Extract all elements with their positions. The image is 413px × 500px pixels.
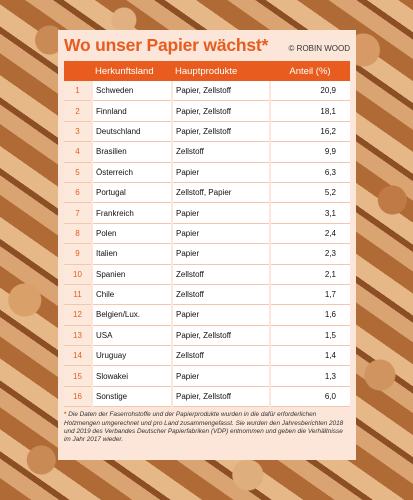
row-share: 6,3 [270, 162, 350, 182]
row-rank: 7 [64, 203, 92, 223]
row-country: USA [92, 325, 172, 345]
table-row [64, 264, 350, 284]
header-rank [64, 61, 92, 81]
row-rank: 12 [64, 305, 92, 325]
row-rank: 8 [64, 223, 92, 243]
row-rank: 10 [64, 264, 92, 284]
row-products: Papier, Zellstoff [172, 101, 270, 121]
header-products: Hauptprodukte [172, 61, 270, 81]
table-row [64, 223, 350, 243]
row-products: Papier [172, 305, 270, 325]
row-rank: 3 [64, 121, 92, 141]
table-row [64, 182, 350, 202]
table-row [64, 305, 350, 325]
row-share: 20,9 [270, 81, 350, 101]
row-country: Finnland [92, 101, 172, 121]
row-country: Slowakei [92, 366, 172, 386]
page-title: Wo unser Papier wächst* [64, 35, 269, 55]
row-share: 6,0 [270, 386, 350, 406]
row-rank: 16 [64, 386, 92, 406]
row-rank: 4 [64, 142, 92, 162]
row-country: Österreich [92, 162, 172, 182]
row-products: Papier, Zellstoff [172, 386, 270, 406]
table-row [64, 203, 350, 223]
row-country: Italien [92, 244, 172, 264]
row-country: Schweden [92, 81, 172, 101]
table-row [64, 346, 350, 366]
row-rank: 2 [64, 101, 92, 121]
row-products: Papier [172, 366, 270, 386]
row-country: Belgien/Lux. [92, 305, 172, 325]
row-share: 2,1 [270, 264, 350, 284]
table-row [64, 81, 350, 101]
row-rank: 1 [64, 81, 92, 101]
table-row [64, 386, 350, 406]
row-products: Papier, Zellstoff [172, 325, 270, 345]
row-rank: 11 [64, 284, 92, 304]
title-row [64, 35, 350, 57]
row-country: Polen [92, 223, 172, 243]
table-row [64, 325, 350, 345]
row-country: Portugal [92, 182, 172, 202]
row-share: 3,1 [270, 203, 350, 223]
row-share: 1,5 [270, 325, 350, 345]
row-country: Frankreich [92, 203, 172, 223]
row-share: 5,2 [270, 182, 350, 202]
row-products: Papier [172, 244, 270, 264]
row-country: Brasilien [92, 142, 172, 162]
row-share: 2,3 [270, 244, 350, 264]
paper-origin-table [64, 61, 350, 407]
row-products: Zellstoff [172, 346, 270, 366]
row-products: Papier, Zellstoff [172, 81, 270, 101]
row-country: Spanien [92, 264, 172, 284]
table-row [64, 244, 350, 264]
row-products: Zellstoff [172, 284, 270, 304]
row-share: 1,3 [270, 366, 350, 386]
footnote-text: Die Daten der Faserrohstoffe und der Papierprodukte wurden in die dafür erforderlichen Holzmengen umgerechnet und pro Land zusammengefasst. Sie wurden den Jahresberichten 2018 und 2019 des Verbandes Deutscher Papierfabriken (VDP) entnommen und geben die Verhältnisse im Jahr 2017 wieder. [64, 411, 344, 444]
row-products: Papier [172, 203, 270, 223]
row-share: 16,2 [270, 121, 350, 141]
header-share: Anteil (%) [270, 61, 350, 81]
footnote-marker: * [64, 411, 67, 419]
row-products: Zellstoff [172, 264, 270, 284]
row-share: 1,4 [270, 346, 350, 366]
footnote [64, 411, 350, 445]
row-country: Uruguay [92, 346, 172, 366]
row-share: 9,9 [270, 142, 350, 162]
row-share: 1,6 [270, 305, 350, 325]
row-share: 1,7 [270, 284, 350, 304]
table-header-row [64, 61, 350, 81]
row-share: 18,1 [270, 101, 350, 121]
row-rank: 5 [64, 162, 92, 182]
row-share: 2,4 [270, 223, 350, 243]
table-row [64, 284, 350, 304]
row-country: Chile [92, 284, 172, 304]
row-products: Papier [172, 223, 270, 243]
copyright-credit: © ROBIN WOOD [288, 44, 350, 53]
row-rank: 14 [64, 346, 92, 366]
row-rank: 9 [64, 244, 92, 264]
table-row [64, 121, 350, 141]
table-row [64, 142, 350, 162]
header-country: Herkunftsland [92, 61, 172, 81]
table-row [64, 366, 350, 386]
row-products: Papier, Zellstoff [172, 121, 270, 141]
infographic-card [58, 30, 356, 460]
row-products: Papier [172, 162, 270, 182]
row-country: Sonstige [92, 386, 172, 406]
row-rank: 15 [64, 366, 92, 386]
table-row [64, 101, 350, 121]
row-products: Zellstoff, Papier [172, 182, 270, 202]
row-rank: 13 [64, 325, 92, 345]
table-body [64, 81, 350, 407]
row-products: Zellstoff [172, 142, 270, 162]
table-row [64, 162, 350, 182]
row-country: Deutschland [92, 121, 172, 141]
row-rank: 6 [64, 182, 92, 202]
